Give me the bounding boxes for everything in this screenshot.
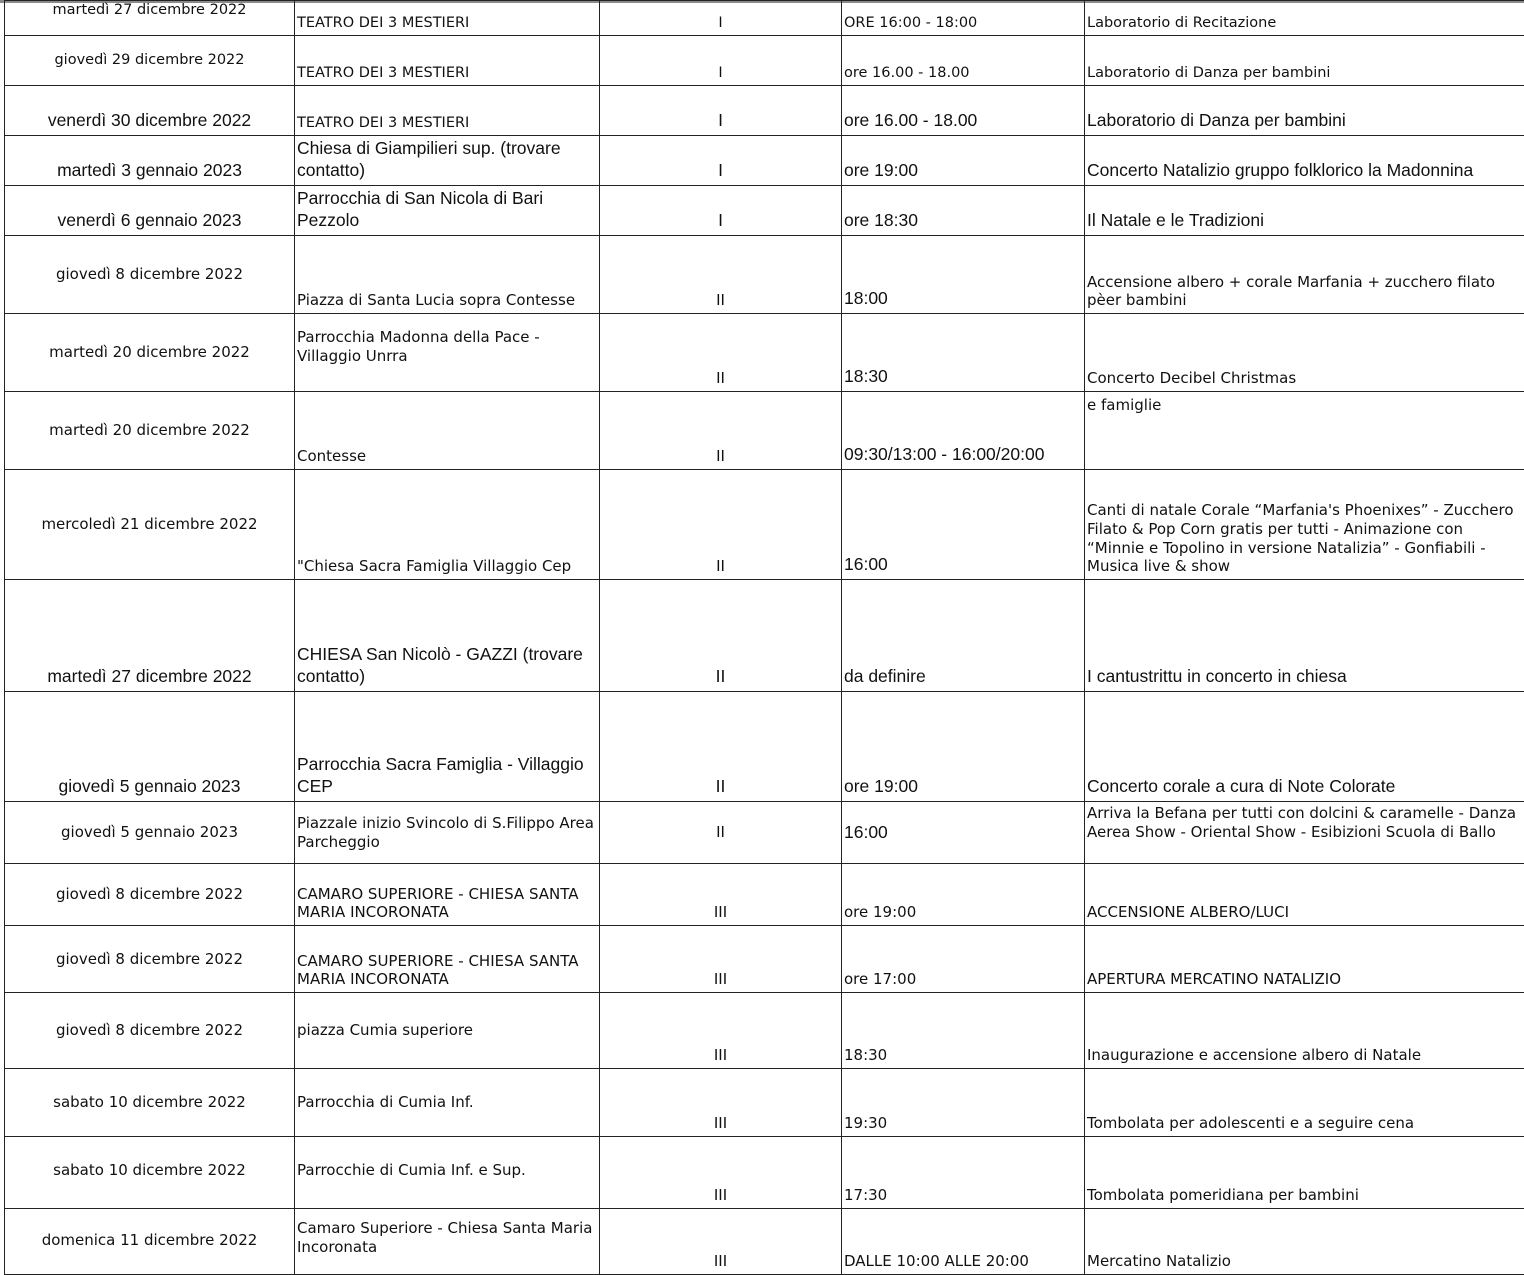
event-time: 18:00 bbox=[842, 236, 1085, 314]
event-time: da definire bbox=[842, 580, 1085, 692]
event-place: Piazzale inizio Svincolo di S.Filippo Area Parcheggio bbox=[295, 802, 600, 864]
event-date: martedì 20 dicembre 2022 bbox=[5, 314, 295, 392]
event-description: Laboratorio di Danza per bambini bbox=[1085, 86, 1524, 136]
event-district: III bbox=[600, 1137, 842, 1209]
event-place: piazza Cumia superiore bbox=[295, 993, 600, 1069]
event-district: III bbox=[600, 864, 842, 926]
event-place: Contesse bbox=[295, 392, 600, 470]
event-place: Piazza di Santa Lucia sopra Contesse bbox=[295, 236, 600, 314]
table-row bbox=[5, 926, 1524, 993]
event-district: II bbox=[600, 314, 842, 392]
event-district: II bbox=[600, 236, 842, 314]
event-date: giovedì 29 dicembre 2022 bbox=[5, 36, 295, 86]
event-description: Tombolata per adolescenti e a seguire cena bbox=[1085, 1069, 1524, 1137]
event-date: giovedì 8 dicembre 2022 bbox=[5, 993, 295, 1069]
event-date: giovedì 8 dicembre 2022 bbox=[5, 864, 295, 926]
table-row bbox=[5, 314, 1524, 392]
event-date: sabato 10 dicembre 2022 bbox=[5, 1137, 295, 1209]
event-place: TEATRO DEI 3 MESTIERI bbox=[295, 1, 600, 36]
event-description: Tombolata pomeridiana per bambini bbox=[1085, 1137, 1524, 1209]
event-place: CAMARO SUPERIORE - CHIESA SANTA MARIA INCORONATA bbox=[295, 926, 600, 993]
event-time: 16:00 bbox=[842, 470, 1085, 580]
event-district: II bbox=[600, 580, 842, 692]
event-district: I bbox=[600, 36, 842, 86]
event-place: TEATRO DEI 3 MESTIERI bbox=[295, 86, 600, 136]
event-description: Inaugurazione e accensione albero di Natale bbox=[1085, 993, 1524, 1069]
event-place: Parrocchie di Cumia Inf. e Sup. bbox=[295, 1137, 600, 1209]
event-date: giovedì 5 gennaio 2023 bbox=[5, 692, 295, 802]
event-time: 18:30 bbox=[842, 314, 1085, 392]
event-district: II bbox=[600, 802, 842, 864]
event-time: 18:30 bbox=[842, 993, 1085, 1069]
event-date: martedì 3 gennaio 2023 bbox=[5, 136, 295, 186]
event-date: martedì 20 dicembre 2022 bbox=[5, 392, 295, 470]
event-date: martedì 27 dicembre 2022 bbox=[5, 580, 295, 692]
event-time: 09:30/13:00 - 16:00/20:00 bbox=[842, 392, 1085, 470]
event-date: venerdì 6 gennaio 2023 bbox=[5, 186, 295, 236]
event-description: Laboratorio di Danza per bambini bbox=[1085, 36, 1524, 86]
table-row bbox=[5, 1069, 1524, 1137]
table-row bbox=[5, 392, 1524, 470]
event-district: III bbox=[600, 926, 842, 993]
event-place: CAMARO SUPERIORE - CHIESA SANTA MARIA INCORONATA bbox=[295, 864, 600, 926]
table-row bbox=[5, 36, 1524, 86]
event-date: mercoledì 21 dicembre 2022 bbox=[5, 470, 295, 580]
event-district: III bbox=[600, 993, 842, 1069]
event-time: 17:30 bbox=[842, 1137, 1085, 1209]
table-row bbox=[5, 186, 1524, 236]
table-row bbox=[5, 580, 1524, 692]
event-time: ore 19:00 bbox=[842, 692, 1085, 802]
event-date: martedì 27 dicembre 2022 bbox=[5, 1, 295, 36]
event-district: II bbox=[600, 470, 842, 580]
event-district: II bbox=[600, 692, 842, 802]
event-description: I cantustrittu in concerto in chiesa bbox=[1085, 580, 1524, 692]
event-description: Il Natale e le Tradizioni bbox=[1085, 186, 1524, 236]
event-description: Concerto Decibel Christmas bbox=[1085, 314, 1524, 392]
event-description: Concerto Natalizio gruppo folklorico la Madonnina bbox=[1085, 136, 1524, 186]
event-date: domenica 11 dicembre 2022 bbox=[5, 1209, 295, 1275]
table-row bbox=[5, 802, 1524, 864]
event-time: ore 17:00 bbox=[842, 926, 1085, 993]
event-time: 16:00 bbox=[842, 802, 1085, 864]
event-place: Parrocchia Sacra Famiglia - Villaggio CEP bbox=[295, 692, 600, 802]
event-description: ACCENSIONE ALBERO/LUCI bbox=[1085, 864, 1524, 926]
event-place: CHIESA San Nicolò - GAZZI (trovare contatto) bbox=[295, 580, 600, 692]
table-row bbox=[5, 692, 1524, 802]
event-time: ore 16.00 - 18.00 bbox=[842, 86, 1085, 136]
events-table bbox=[4, 0, 1524, 1275]
event-time: ore 18:30 bbox=[842, 186, 1085, 236]
event-time: 19:30 bbox=[842, 1069, 1085, 1137]
event-place: Parrocchia Madonna della Pace - Villaggio Unrra bbox=[295, 314, 600, 392]
event-district: III bbox=[600, 1069, 842, 1137]
event-date: sabato 10 dicembre 2022 bbox=[5, 1069, 295, 1137]
table-row bbox=[5, 86, 1524, 136]
event-date: giovedì 5 gennaio 2023 bbox=[5, 802, 295, 864]
event-place: Parrocchia di San Nicola di Bari Pezzolo bbox=[295, 186, 600, 236]
event-date: giovedì 8 dicembre 2022 bbox=[5, 926, 295, 993]
table-row bbox=[5, 1137, 1524, 1209]
event-place: Camaro Superiore - Chiesa Santa Maria Incoronata bbox=[295, 1209, 600, 1275]
table-row bbox=[5, 1209, 1524, 1275]
event-time: ore 16.00 - 18.00 bbox=[842, 36, 1085, 86]
event-description: Accensione albero + corale Marfania + zucchero filato pèer bambini bbox=[1085, 236, 1524, 314]
event-date: giovedì 8 dicembre 2022 bbox=[5, 236, 295, 314]
table-row bbox=[5, 136, 1524, 186]
event-description: Canti di natale Corale “Marfania's Phoenixes” - Zucchero Filato & Pop Corn gratis per tutti - Animazione con “Minnie e Topolino in versione Natalizia” - Gonfiabili - Musica live & show bbox=[1085, 470, 1524, 580]
event-description: Arriva la Befana per tutti con dolcini & caramelle - Danza Aerea Show - Oriental Show - Esibizioni Scuola di Ballo bbox=[1085, 802, 1524, 864]
event-time: ore 19:00 bbox=[842, 864, 1085, 926]
event-district: I bbox=[600, 86, 842, 136]
table-row bbox=[5, 993, 1524, 1069]
event-place: Parrocchia di Cumia Inf. bbox=[295, 1069, 600, 1137]
event-district: I bbox=[600, 136, 842, 186]
event-description: Concerto corale a cura di Note Colorate bbox=[1085, 692, 1524, 802]
event-description: e famiglie bbox=[1085, 392, 1524, 470]
event-district: I bbox=[600, 1, 842, 36]
event-time: DALLE 10:00 ALLE 20:00 bbox=[842, 1209, 1085, 1275]
event-place: TEATRO DEI 3 MESTIERI bbox=[295, 36, 600, 86]
event-place: Chiesa di Giampilieri sup. (trovare contatto) bbox=[295, 136, 600, 186]
event-district: II bbox=[600, 392, 842, 470]
event-time: ORE 16:00 - 18:00 bbox=[842, 1, 1085, 36]
event-description: Laboratorio di Recitazione bbox=[1085, 1, 1524, 36]
event-description: Mercatino Natalizio bbox=[1085, 1209, 1524, 1275]
table-row bbox=[5, 1, 1524, 36]
event-date: venerdì 30 dicembre 2022 bbox=[5, 86, 295, 136]
table-row bbox=[5, 864, 1524, 926]
table-row bbox=[5, 236, 1524, 314]
table-row bbox=[5, 470, 1524, 580]
event-time: ore 19:00 bbox=[842, 136, 1085, 186]
event-description: APERTURA MERCATINO NATALIZIO bbox=[1085, 926, 1524, 993]
event-place: "Chiesa Sacra Famiglia Villaggio Cep bbox=[295, 470, 600, 580]
event-district: I bbox=[600, 186, 842, 236]
event-district: III bbox=[600, 1209, 842, 1275]
